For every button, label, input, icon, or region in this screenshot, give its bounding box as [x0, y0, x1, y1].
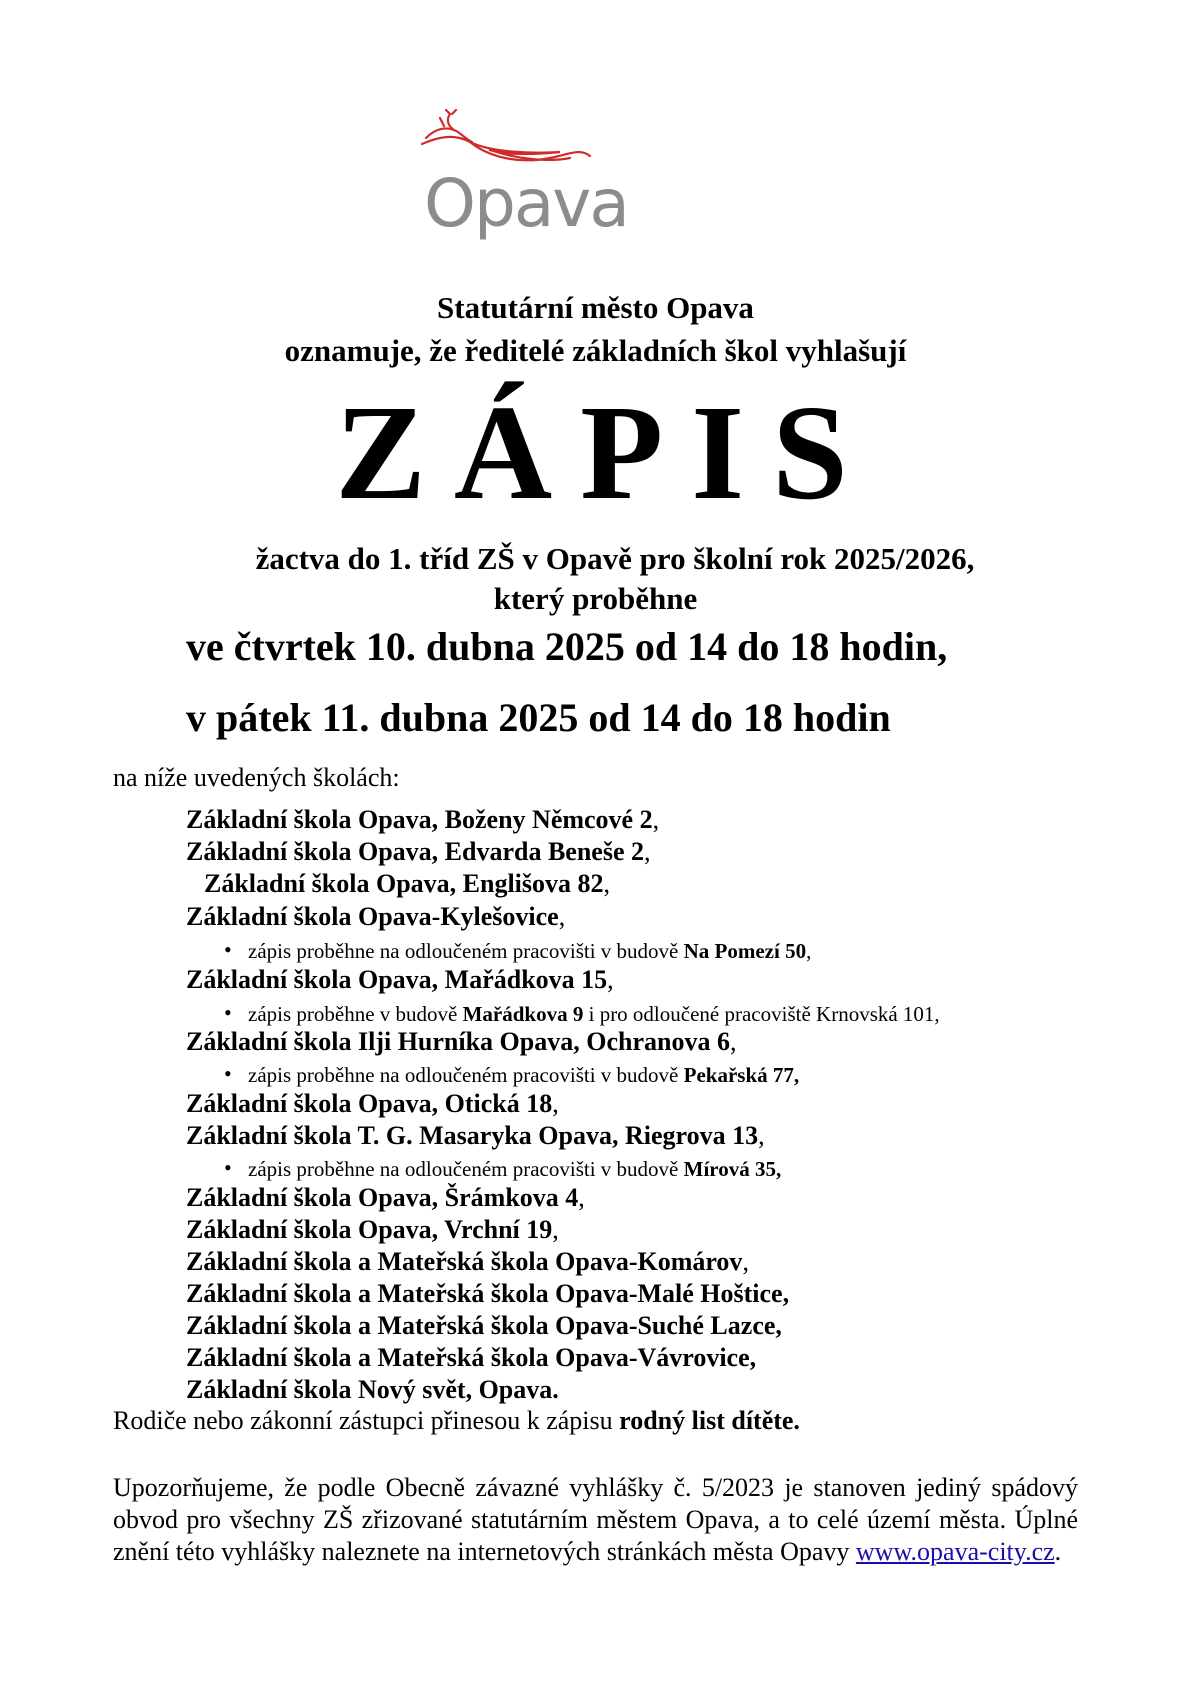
- school-name: Základní škola T. G. Masaryka Opava, Riegrova 13: [186, 1121, 759, 1150]
- school-name: Základní škola a Mateřská škola Opava-Suché Lazce,: [186, 1311, 782, 1340]
- school-item: [204, 869, 610, 899]
- school-note: • zápis proběhne na odloučeném pracovišti v budově Pekařská 77,: [224, 1061, 800, 1087]
- date-line-1: ve čtvrtek 10. dubna 2025 od 14 do 18 hodin,: [186, 624, 948, 669]
- school-name: Základní škola Opava, Boženy Němcové 2: [186, 805, 653, 834]
- school-item: [186, 1311, 782, 1341]
- school-item: [186, 805, 659, 835]
- bird-icon: [422, 110, 590, 160]
- opava-city-link[interactable]: www.opava-city.cz: [855, 1537, 1055, 1566]
- school-suffix: ,: [729, 1027, 737, 1056]
- subtitle-line-1: žactva do 1. tříd ZŠ v Opavě pro školní rok 2025/2026,: [255, 541, 975, 576]
- header-line-2: oznamuje, že ředitelé základních škol vyhlašují: [284, 333, 907, 368]
- logo-text: Opava: [424, 165, 628, 242]
- school-name: Základní škola Opava, Englišova 82: [204, 869, 604, 898]
- school-name: Základní škola Ilji Hurníka Opava, Ochranova 6: [186, 1027, 730, 1056]
- school-item: [186, 1121, 765, 1151]
- bullet-icon: •: [224, 1155, 232, 1180]
- opava-logo: [420, 108, 690, 268]
- school-suffix: ,: [552, 1089, 559, 1118]
- school-name: Základní škola Opava-Kylešovice: [186, 902, 559, 931]
- school-suffix: ,: [758, 1121, 765, 1150]
- school-suffix: ,: [603, 869, 611, 898]
- date-line-2: v pátek 11. dubna 2025 od 14 do 18 hodin: [186, 695, 891, 740]
- school-suffix: ,: [607, 965, 614, 994]
- school-name: Základní škola Opava, Edvarda Beneše 2: [186, 837, 644, 866]
- school-item: [186, 1089, 559, 1119]
- bullet-icon: •: [224, 937, 232, 962]
- page-title: ZÁPIS: [335, 378, 876, 528]
- header-line-1: Statutární město Opava: [437, 290, 754, 325]
- school-suffix: ,: [742, 1247, 749, 1276]
- school-suffix: ,: [552, 1215, 559, 1244]
- school-item: [186, 1375, 559, 1405]
- school-item: [186, 1183, 585, 1213]
- notice-text: Upozorňujeme, že podle Obecně závazné vyhlášky č. 5/2023 je stanoven jediný spádový obvod pro všechny ZŠ zřizované statutárním městem Opava, a to celé území města. Úplné znění této vyhlášky naleznete na internetových stránkách města Opavy: [113, 1473, 1078, 1566]
- school-suffix: ,: [644, 837, 651, 866]
- school-item: [186, 1247, 749, 1277]
- school-name: Základní škola Nový svět, Opava.: [186, 1375, 559, 1404]
- school-item: [186, 1343, 756, 1373]
- school-name: Základní škola a Mateřská škola Opava-Malé Hoštice,: [186, 1279, 790, 1308]
- school-name: Základní škola Opava, Mařádkova 15: [186, 965, 608, 994]
- school-note: • zápis proběhne v budově Mařádkova 9 i pro odloučené pracoviště Krnovská 101,: [224, 1000, 940, 1026]
- school-item: [186, 1027, 736, 1057]
- bullet-icon: •: [224, 1000, 232, 1025]
- intro-text: na níže uvedených školách:: [113, 763, 400, 792]
- school-item: [186, 837, 651, 867]
- school-note: • zápis proběhne na odloučeném pracovišti v budově Mírová 35,: [224, 1155, 782, 1181]
- school-suffix: ,: [558, 902, 566, 931]
- school-item: [186, 965, 614, 995]
- school-name: Základní škola Opava, Otická 18: [186, 1089, 553, 1118]
- notice-paragraph: Upozorňujeme, že podle Obecně závazné vyhlášky č. 5/2023 je stanoven jediný spádový obvod pro všechny ZŠ zřizované statutárním městem Opava, a to celé území města. Úplné znění této vyhlášky naleznete na internetových stránkách města Opavy www.opava-city.cz.: [113, 1473, 1078, 1566]
- school-suffix: ,: [578, 1183, 585, 1212]
- bullet-icon: •: [224, 1061, 232, 1086]
- parents-note: Rodiče nebo zákonní zástupci přinesou k zápisu rodný list dítěte.: [113, 1406, 800, 1435]
- school-item: [186, 902, 565, 932]
- school-note: • zápis proběhne na odloučeném pracovišti v budově Na Pomezí 50,: [224, 937, 812, 963]
- subtitle-line-2: který proběhne: [493, 581, 698, 616]
- school-name: Základní škola Opava, Šrámkova 4: [186, 1183, 579, 1212]
- school-name: Základní škola a Mateřská škola Opava-Vávrovice,: [186, 1343, 757, 1372]
- school-item: [186, 1215, 559, 1245]
- school-suffix: ,: [652, 805, 660, 834]
- school-name: Základní škola a Mateřská škola Opava-Komárov: [186, 1247, 743, 1276]
- school-name: Základní škola Opava, Vrchní 19: [186, 1215, 553, 1244]
- school-item: [186, 1279, 789, 1309]
